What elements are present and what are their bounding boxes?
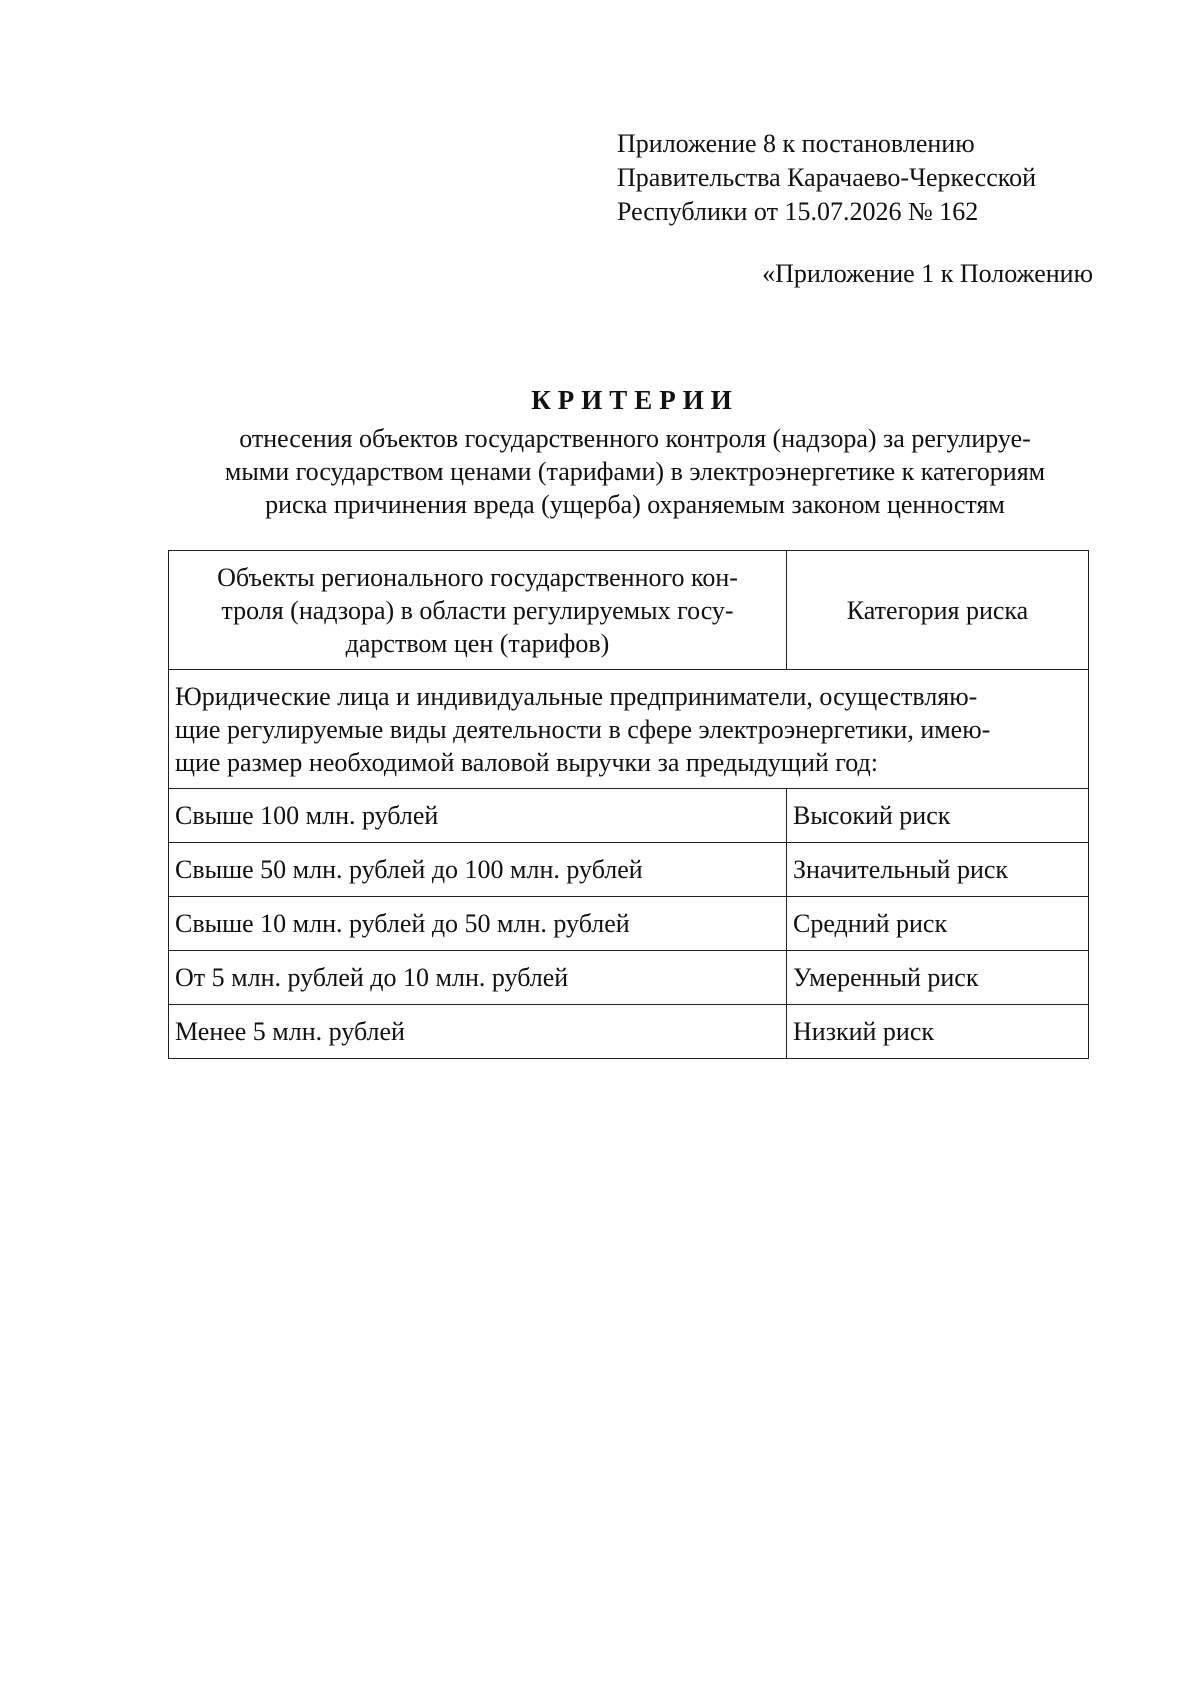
- group-description-cell: [169, 670, 1089, 789]
- group-line: щие регулируемые виды деятельности в сфере электроэнергетики, имею-: [175, 714, 991, 744]
- risk-category-cell: Низкий риск: [787, 1005, 1089, 1059]
- risk-category-cell: Значительный риск: [787, 843, 1089, 897]
- criteria-table: [168, 550, 1089, 1059]
- header-objects-line: дарством цен (тарифов): [345, 628, 610, 658]
- header-category-cell: Категория риска: [787, 551, 1089, 670]
- revenue-range-cell: Свыше 100 млн. рублей: [169, 789, 787, 843]
- subtitle-line: риска причинения вреда (ущерба) охраняемым законом ценностям: [265, 490, 1005, 519]
- table-row: [169, 1005, 1089, 1059]
- group-line: Юридические лица и индивидуальные предприниматели, осуществляю-: [175, 681, 978, 711]
- revenue-range-cell: Свыше 10 млн. рублей до 50 млн. рублей: [169, 897, 787, 951]
- revenue-range-cell: Свыше 50 млн. рублей до 100 млн. рублей: [169, 843, 787, 897]
- header-objects-line: Объекты регионального государственного кон-: [217, 562, 738, 592]
- subtitle-line: отнесения объектов государственного контроля (надзора) за регулируе-: [239, 424, 1031, 453]
- table-group-row: [169, 670, 1089, 789]
- document-subtitle: [185, 422, 1085, 521]
- table-row: [169, 951, 1089, 1005]
- annex-header: [617, 127, 1036, 229]
- table-row: [169, 789, 1089, 843]
- risk-category-cell: Высокий риск: [787, 789, 1089, 843]
- revenue-range-cell: Менее 5 млн. рублей: [169, 1005, 787, 1059]
- risk-category-cell: Умеренный риск: [787, 951, 1089, 1005]
- annex-line: Республики от 15.07.2026 № 162: [617, 197, 979, 226]
- group-line: щие размер необходимой валовой выручки за предыдущий год:: [175, 747, 879, 777]
- table-header-row: [169, 551, 1089, 670]
- header-objects-cell: [169, 551, 787, 670]
- risk-category-cell: Средний риск: [787, 897, 1089, 951]
- annex-line: Правительства Карачаево-Черкесской: [617, 163, 1036, 192]
- revenue-range-cell: От 5 млн. рублей до 10 млн. рублей: [169, 951, 787, 1005]
- annex-line: Приложение 8 к постановлению: [617, 129, 975, 158]
- table-row: [169, 843, 1089, 897]
- annex-reference: «Приложение 1 к Положению: [762, 259, 1093, 288]
- table-row: [169, 897, 1089, 951]
- header-objects-line: троля (надзора) в области регулируемых госу-: [221, 595, 734, 625]
- subtitle-line: мыми государством ценами (тарифами) в электроэнергетике к категориям: [224, 457, 1046, 486]
- document-title: КРИТЕРИИ: [531, 385, 739, 415]
